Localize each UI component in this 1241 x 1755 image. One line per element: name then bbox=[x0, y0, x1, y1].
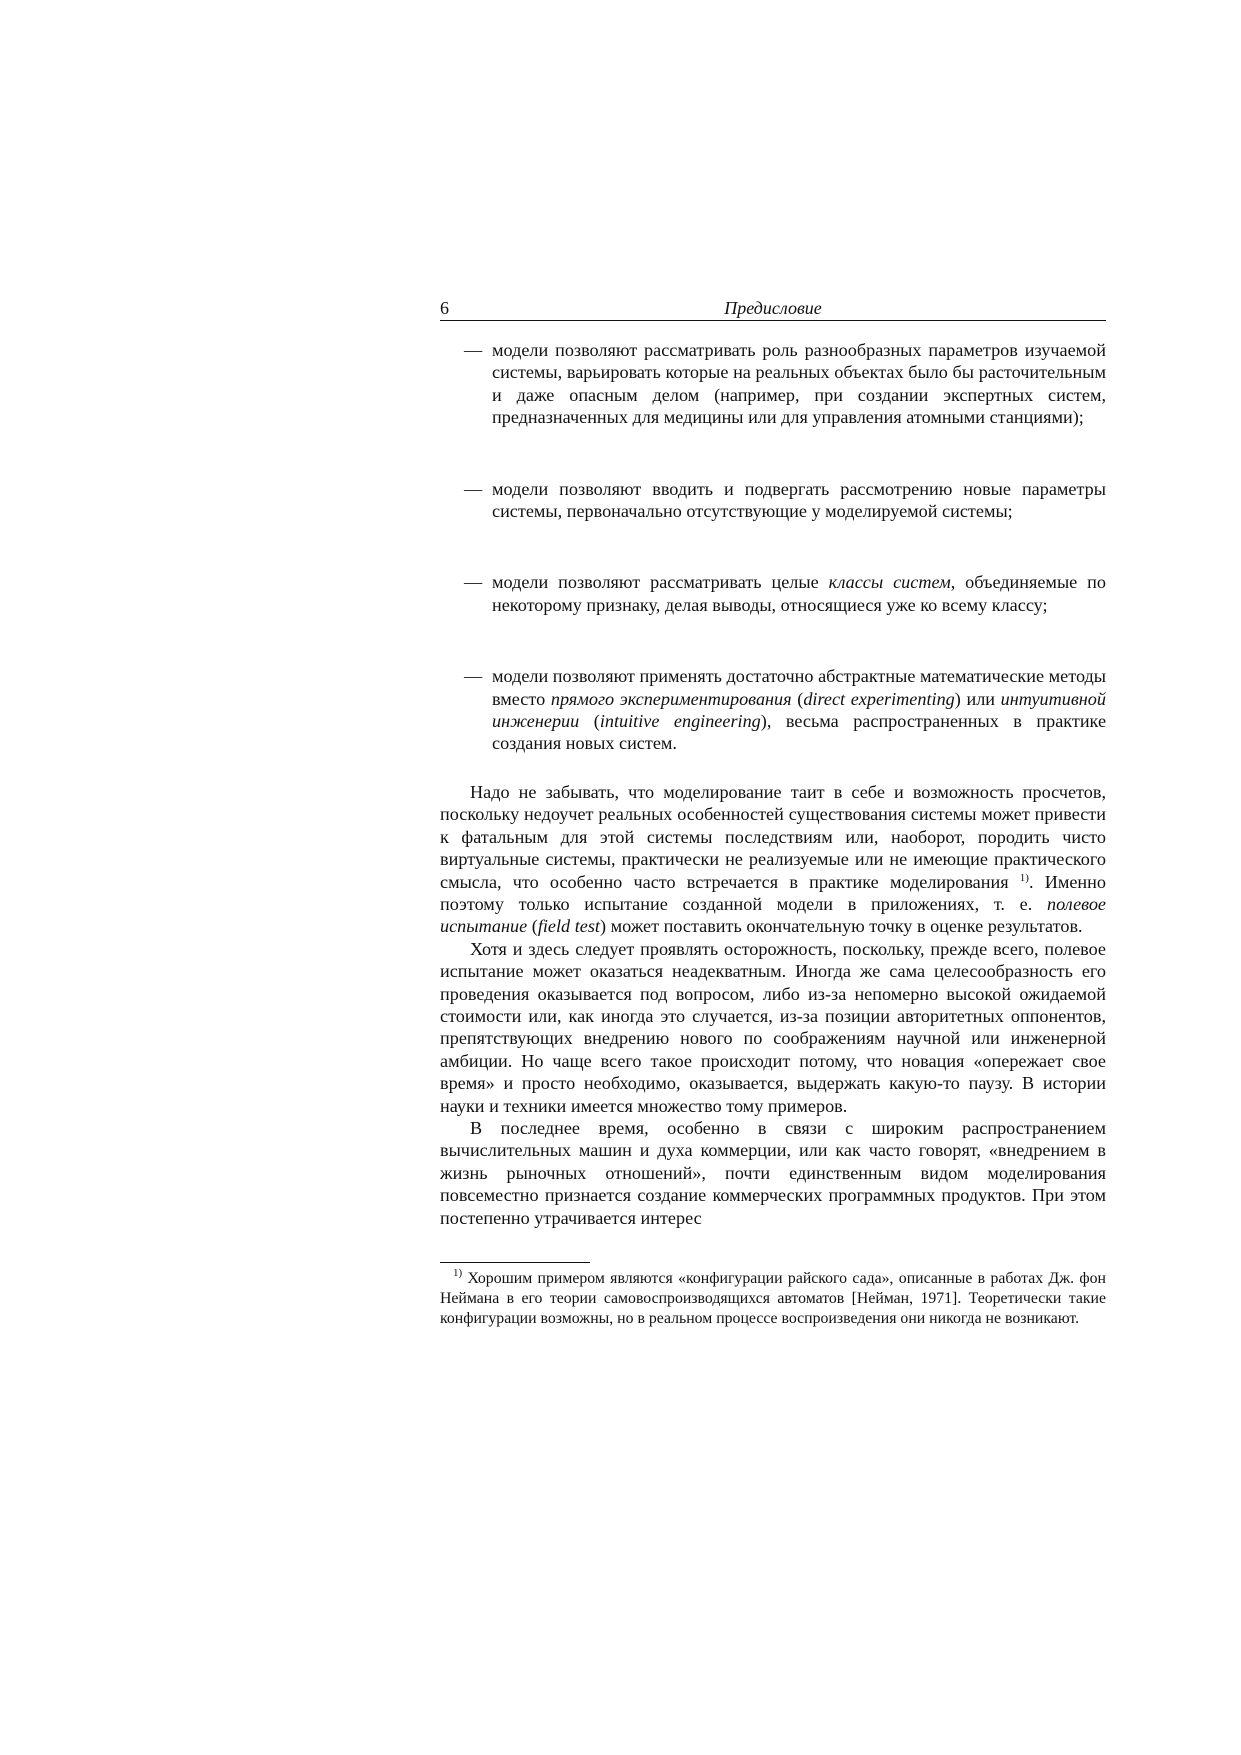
paragraph bbox=[440, 781, 1106, 938]
footnote bbox=[440, 1269, 1106, 1330]
emphasis-term: полевое испытание bbox=[440, 893, 1106, 937]
list-item bbox=[440, 339, 1106, 429]
bullet-text: ( bbox=[579, 711, 600, 732]
bullet-list bbox=[440, 339, 1106, 755]
footnote-marker: 1) bbox=[453, 1267, 463, 1279]
list-item bbox=[440, 478, 1106, 523]
bullet-text: модели позволяют применять достаточно абстрактные математические методы вместо bbox=[492, 666, 1106, 709]
page-number: 6 bbox=[440, 298, 449, 318]
running-title: Предисловие bbox=[724, 298, 822, 318]
bullet-dash: — bbox=[464, 666, 483, 687]
footnote-text: Хорошим примером являются «конфигурации райского сада», описанные в работах Дж. фон Неймана в его теории самовоспроизводящихся автоматов [Нейман, 1971]. Теоретически такие конфигурации возможны, но в реальном процессе воспроизведения они никогда не возникают. bbox=[440, 1270, 1106, 1328]
emphasis-term: field test bbox=[537, 916, 600, 937]
emphasis-term: intuitive engineering bbox=[599, 711, 761, 732]
paragraph-text: . Именно поэтому только испытание созданной модели в приложениях, т. е. bbox=[440, 871, 1106, 914]
bullet-text: , объединяемые по некоторому признаку, делая выводы, относящиеся уже ко всему классу; bbox=[492, 572, 1106, 615]
bullet-dash: — bbox=[464, 572, 483, 593]
paragraph: В последнее время, особенно в связи с широким распространением вычислительных машин и духа коммерции, или как часто говорят, «внедрением в жизнь рыночных отношений», почти единственным видом моделирования повсеместно признается создание коммерческих программных продуктов. При этом постепенно утрачивается интерес bbox=[440, 1117, 1106, 1228]
emphasis-term: классы систем bbox=[828, 572, 951, 593]
running-header bbox=[440, 296, 1106, 321]
bullet-text: модели позволяют рассматривать целые bbox=[492, 572, 829, 593]
paragraph-text: ( bbox=[527, 916, 538, 937]
bullet-text: ) или bbox=[954, 688, 1001, 709]
paragraph-text: Надо не забывать, что моделирование таит в себе и возможность просчетов, поскольку недоучет реальных особенностей существования системы может привести к фатальным для этой системы последствиям или, наоборот, породить чисто виртуальные системы, практически не реализуемые или не имеющие практического смысла, что особенно часто встречается в практике моделирования bbox=[440, 781, 1106, 892]
bullet-text: модели позволяют вводить и подвергать рассмотрению новые параметры системы, первоначально отсутствующие у моделируемой системы; bbox=[492, 478, 1106, 522]
book-page bbox=[440, 296, 1106, 1330]
list-item bbox=[440, 571, 1106, 616]
paragraph: Хотя и здесь следует проявлять осторожность, поскольку, прежде всего, полевое испытание может оказаться неадекватным. Иногда же сама целесообразность его проведения оказывается под вопросом, либо из-за непомерно высокой ожидаемой стоимости или, как иногда это случается, из-за позиции авторитетных оппонентов, препятствующих внедрению нового по соображениям научной или инженерной амбиции. Но чаще всего такое происходит потому, что новация «опережает свое время» и просто необходимо, оказывается, выдержать какую-то паузу. В истории науки и техники имеется множество тому примеров. bbox=[440, 938, 1106, 1116]
emphasis-term: прямого экспериментирования bbox=[550, 688, 792, 709]
bullet-dash: — bbox=[464, 478, 483, 499]
list-item bbox=[440, 665, 1106, 755]
bullet-text: ), весьма распространенных в практике создания новых систем. bbox=[492, 711, 1107, 754]
bullet-text: модели позволяют рассматривать роль разнообразных параметров изучаемой системы, варьировать которые на реальных объектах было бы расточительным и даже опасным делом (например, при создании экспертных систем, предназначенных для медицины или для управления атомными станциями); bbox=[492, 340, 1106, 428]
body-text bbox=[440, 781, 1106, 1229]
emphasis-term: direct experimenting bbox=[803, 688, 955, 709]
paragraph-text: ) может поставить окончательную точку в оценке результатов. bbox=[599, 916, 1083, 937]
footnote-marker: 1) bbox=[1019, 871, 1029, 884]
bullet-dash: — bbox=[464, 340, 483, 360]
bullet-text: ( bbox=[791, 688, 804, 709]
emphasis-term: интуитивной инженерии bbox=[492, 688, 1106, 732]
footnote-divider bbox=[440, 1262, 590, 1263]
